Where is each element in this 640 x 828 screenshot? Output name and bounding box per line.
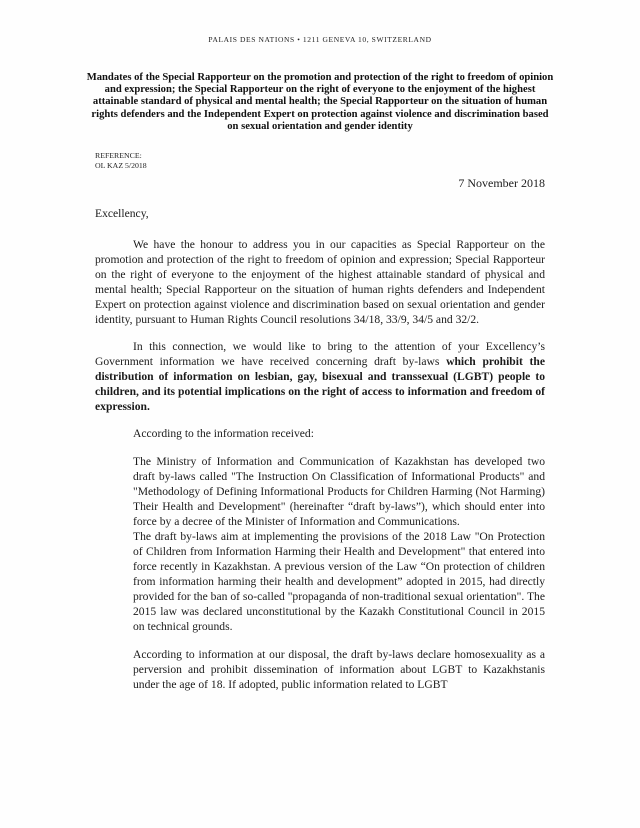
paragraph-concern-normal-text: In this connection, we would like to bring to the attention of your Excellency’s Government information we have received concerning draft by-laws [95,340,545,368]
letter-date: 7 November 2018 [458,176,545,190]
letterhead-line: PALAIS DES NATIONS • 1211 GENEVA 10, SWITZERLAND [208,35,432,44]
according-line: According to the information received: [133,427,314,440]
reference-number: OL KAZ 5/2018 [95,161,147,170]
paragraph-concern-bold-text: which prohibit the distribution of information on lesbian, gay, bisexual and transsexual (LGBT) people to children, and its potential implications on the right of access to information and freedom of expression. [95,355,545,413]
letter-body [95,206,545,692]
reference-block [95,151,147,171]
mandates-heading: Mandates of the Special Rapporteur on the promotion and protection of the right to freedom of opinion and expression; the Special Rapporteur on the right of everyone to the enjoyment of the highest attainable standard of physical and mental health; the Special Rapporteur on the situation of human rights defenders and the Independent Expert on protection against violence and discrimination based on sexual orientation and gender identity [86,72,554,132]
paragraph-capacities: We have the honour to address you in our capacities as Special Rapporteur on the promotion and protection of the right to freedom of opinion and expression; Special Rapporteur on the right of everyone to the enjoyment of the highest attainable standard of physical and mental health; Special Rapporteur on the situation of human rights defenders and Independent Expert on protection against violence and discrimination based on sexual orientation and gender identity, pursuant to Human Rights Council resolutions 34/18, 33/9, 34/5 and 32/2. [95,238,545,326]
reference-label: REFERENCE: [95,151,142,160]
paragraph-concern [95,339,545,414]
allegation-paragraph-2: The draft by-laws aim at implementing the provisions of the 2018 Law "On Protection of Children from Information Harming their Health and Development" that entered into force recently in Kazakhstan. A previous version of the Law “On protection of children from information harming their health and development” adopted in 2015, had directly provided for the ban of so-called "propaganda of non-traditional sexual orientation". The 2015 law was declared unconstitutional by the Kazakh Constitutional Council in 2015 on technical grounds. [133,530,545,633]
allegation-paragraph-3: According to information at our disposal, the draft by-laws declare homosexuality as a perversion and prohibit dissemination of information about LGBT to Kazakhstanis under the age of 18. If adopted, public information related to LGBT [133,648,545,691]
salutation: Excellency, [95,207,149,220]
allegation-paragraph-1: The Ministry of Information and Communication of Kazakhstan has developed two draft by-laws called "The Instruction On Classification of Informational Products" and "Methodology of Defining Informational Products for Children Harming (Not Harming) Their Health and Development" (hereinafter “draft by-laws”), which should enter into force by a decree of the Minister of Information and Communications. [133,455,545,528]
allegation-blocks [133,454,545,692]
